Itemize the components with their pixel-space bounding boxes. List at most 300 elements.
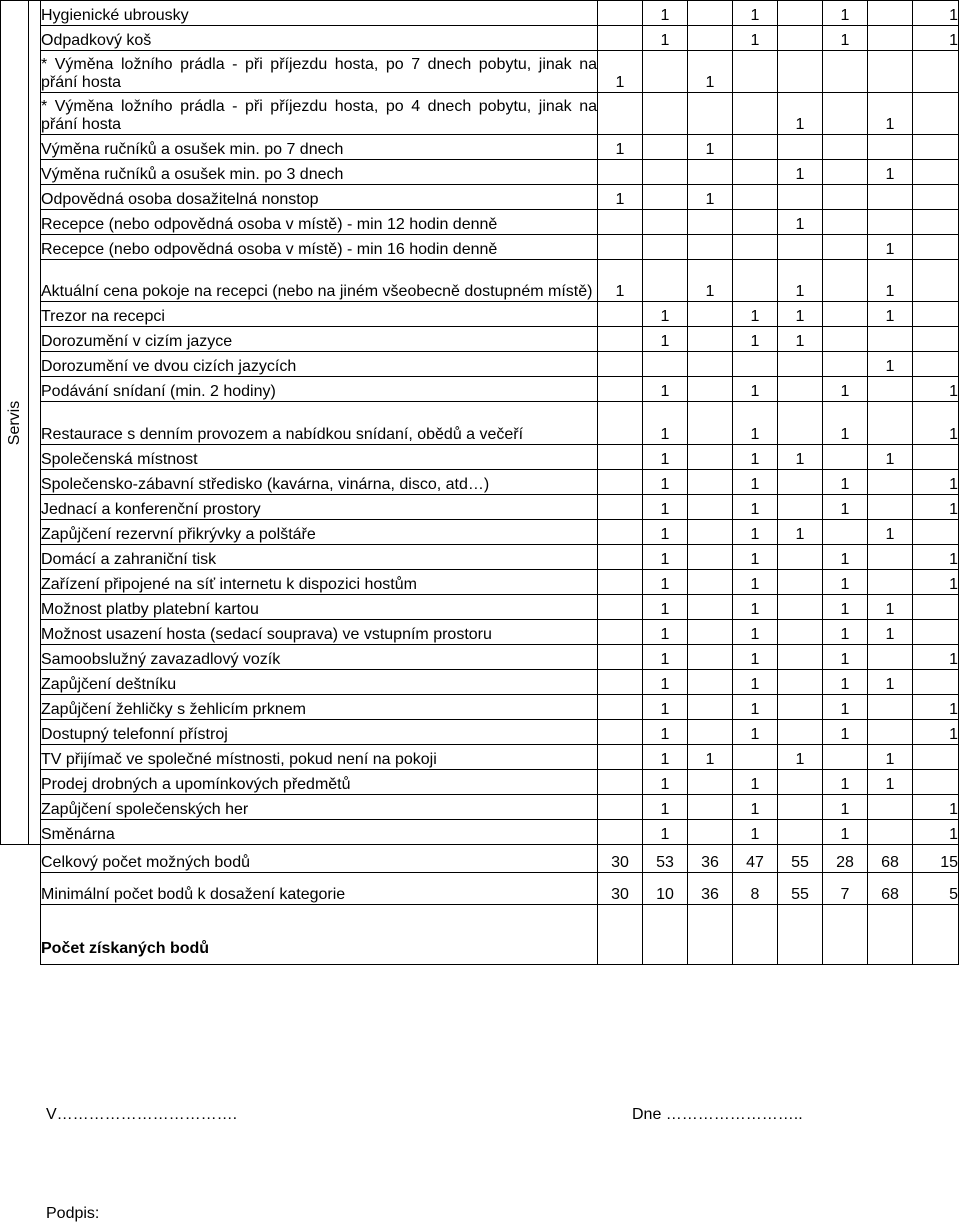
- table-row: [1, 745, 959, 770]
- score-cell: [688, 402, 733, 445]
- table-row: [1, 445, 959, 470]
- score-cell: 1: [643, 695, 688, 720]
- score-cell: 1: [913, 645, 959, 670]
- score-cell: [778, 377, 823, 402]
- table-row: [1, 235, 959, 260]
- score-cell: 1: [733, 402, 778, 445]
- criterion-label: Možnost platby platební kartou: [41, 595, 598, 620]
- section-label-cell: [1, 1, 29, 845]
- table-row: [1, 260, 959, 302]
- blank-cell: [1, 845, 41, 873]
- score-cell: 1: [643, 1, 688, 26]
- score-cell: [778, 495, 823, 520]
- score-cell: 1: [868, 445, 913, 470]
- criterion-label: Podávání snídaní (min. 2 hodiny): [41, 377, 598, 402]
- score-cell: [778, 26, 823, 51]
- score-cell: [598, 795, 643, 820]
- score-cell: [823, 352, 868, 377]
- score-label: Počet získaných bodů: [41, 905, 598, 965]
- criterion-label: Společensko-zábavní středisko (kavárna, vinárna, disco, atd…): [41, 470, 598, 495]
- score-cell: 1: [868, 520, 913, 545]
- score-entry-cell[interactable]: [778, 905, 823, 965]
- score-cell: 1: [823, 795, 868, 820]
- score-cell: [688, 235, 733, 260]
- score-cell: [778, 820, 823, 845]
- score-cell: [598, 770, 643, 795]
- table-row: [1, 545, 959, 570]
- score-cell: [598, 327, 643, 352]
- score-cell: [598, 545, 643, 570]
- score-cell: 1: [733, 645, 778, 670]
- table-row: [1, 670, 959, 695]
- score-cell: 1: [868, 160, 913, 185]
- score-cell: 1: [823, 645, 868, 670]
- criterion-label: * Výměna ložního prádla - při příjezdu hosta, po 4 dnech pobytu, jinak na přání hosta: [41, 93, 598, 135]
- score-cell: 1: [733, 1, 778, 26]
- score-cell: 1: [823, 670, 868, 695]
- table-row: [1, 620, 959, 645]
- score-cell: [823, 302, 868, 327]
- score-cell: 1: [778, 160, 823, 185]
- score-cell: 8: [733, 873, 778, 905]
- score-cell: [868, 645, 913, 670]
- score-cell: [868, 377, 913, 402]
- score-cell: [688, 445, 733, 470]
- score-cell: 53: [643, 845, 688, 873]
- score-cell: [688, 645, 733, 670]
- score-cell: 1: [823, 595, 868, 620]
- score-cell: 1: [823, 470, 868, 495]
- criterion-label: Směnárna: [41, 820, 598, 845]
- score-cell: [688, 595, 733, 620]
- score-cell: [688, 327, 733, 352]
- table-row: [1, 377, 959, 402]
- score-cell: [643, 51, 688, 93]
- score-cell: 1: [733, 795, 778, 820]
- score-cell: [688, 93, 733, 135]
- score-cell: [913, 260, 959, 302]
- criterion-label: Samoobslužný zavazadlový vozík: [41, 645, 598, 670]
- score-cell: [688, 470, 733, 495]
- score-cell: [643, 235, 688, 260]
- score-cell: 1: [643, 670, 688, 695]
- score-cell: 1: [823, 495, 868, 520]
- score-cell: [778, 545, 823, 570]
- score-cell: 1: [643, 720, 688, 745]
- score-cell: 55: [778, 845, 823, 873]
- score-cell: [598, 210, 643, 235]
- table-row: [1, 26, 959, 51]
- score-cell: 1: [643, 795, 688, 820]
- score-cell: [598, 402, 643, 445]
- criterion-label: Dostupný telefonní přístroj: [41, 720, 598, 745]
- criterion-label: Zapůjčení společenských her: [41, 795, 598, 820]
- score-cell: 1: [913, 470, 959, 495]
- table-row: [1, 402, 959, 445]
- score-cell: [598, 520, 643, 545]
- score-cell: [598, 377, 643, 402]
- score-cell: 30: [598, 873, 643, 905]
- score-cell: [598, 670, 643, 695]
- score-cell: 1: [733, 570, 778, 595]
- score-cell: [643, 135, 688, 160]
- table-row: [1, 1, 959, 26]
- score-cell: [598, 235, 643, 260]
- score-cell: 10: [643, 873, 688, 905]
- score-cell: 1: [913, 377, 959, 402]
- score-entry-cell[interactable]: [868, 905, 913, 965]
- score-cell: [913, 302, 959, 327]
- score-cell: 1: [823, 545, 868, 570]
- table-row: [1, 93, 959, 135]
- score-cell: 1: [643, 520, 688, 545]
- score-cell: [643, 160, 688, 185]
- score-cell: [778, 51, 823, 93]
- score-cell: [598, 445, 643, 470]
- score-cell: 1: [913, 695, 959, 720]
- score-cell: [868, 51, 913, 93]
- score-cell: 1: [733, 820, 778, 845]
- spacer-cell: [29, 1, 41, 845]
- score-cell: 1: [733, 670, 778, 695]
- totals-label: Minimální počet bodů k dosažení kategorie: [41, 873, 598, 905]
- score-cell: 47: [733, 845, 778, 873]
- signature-field: Podpis:: [46, 1205, 100, 1222]
- criterion-label: Zapůjčení žehličky s žehlicím prknem: [41, 695, 598, 720]
- place-field: V…………………………….: [46, 1106, 238, 1123]
- score-cell: [688, 520, 733, 545]
- criterion-label: * Výměna ložního prádla - při příjezdu hosta, po 7 dnech pobytu, jinak na přání hosta: [41, 51, 598, 93]
- score-cell: [778, 770, 823, 795]
- score-entry-cell[interactable]: [643, 905, 688, 965]
- score-cell: [598, 495, 643, 520]
- totals-row: [1, 845, 959, 873]
- score-cell: 1: [868, 620, 913, 645]
- score-cell: 1: [643, 470, 688, 495]
- score-cell: 1: [868, 745, 913, 770]
- score-cell: 1: [823, 770, 868, 795]
- score-cell: [598, 352, 643, 377]
- table-row: [1, 185, 959, 210]
- score-cell: [778, 470, 823, 495]
- score-cell: [823, 210, 868, 235]
- score-cell: [778, 670, 823, 695]
- blank-cell: [1, 905, 41, 965]
- score-cell: 1: [913, 26, 959, 51]
- score-cell: 1: [913, 570, 959, 595]
- criterion-label: Zapůjčení deštníku: [41, 670, 598, 695]
- table-row: [1, 570, 959, 595]
- score-cell: 1: [643, 570, 688, 595]
- criterion-label: Dorozumění ve dvou cizích jazycích: [41, 352, 598, 377]
- score-cell: [643, 352, 688, 377]
- table-row: [1, 135, 959, 160]
- totals-row: [1, 873, 959, 905]
- score-cell: [688, 545, 733, 570]
- criterion-label: Prodej drobných a upomínkových předmětů: [41, 770, 598, 795]
- score-cell: 1: [823, 26, 868, 51]
- criterion-label: TV přijímač ve společné místnosti, pokud není na pokoji: [41, 745, 598, 770]
- score-cell: [913, 135, 959, 160]
- score-cell: [688, 160, 733, 185]
- score-cell: [778, 570, 823, 595]
- score-cell: 1: [688, 135, 733, 160]
- score-cell: 1: [823, 620, 868, 645]
- score-cell: 36: [688, 845, 733, 873]
- score-cell: 15: [913, 845, 959, 873]
- score-cell: [598, 745, 643, 770]
- score-cell: [868, 570, 913, 595]
- score-cell: [688, 210, 733, 235]
- score-cell: 1: [778, 210, 823, 235]
- score-cell: [598, 26, 643, 51]
- score-cell: 1: [733, 770, 778, 795]
- criterion-label: Výměna ručníků a osušek min. po 3 dnech: [41, 160, 598, 185]
- score-cell: 1: [733, 520, 778, 545]
- table-row: [1, 210, 959, 235]
- score-entry-cell[interactable]: [688, 905, 733, 965]
- score-cell: [823, 445, 868, 470]
- table-row: [1, 51, 959, 93]
- table-row: [1, 327, 959, 352]
- score-cell: [913, 670, 959, 695]
- score-cell: [823, 327, 868, 352]
- score-cell: [598, 720, 643, 745]
- score-cell: [778, 185, 823, 210]
- score-cell: 1: [643, 495, 688, 520]
- score-cell: [733, 51, 778, 93]
- score-cell: 1: [913, 820, 959, 845]
- score-cell: [688, 620, 733, 645]
- score-cell: [913, 210, 959, 235]
- score-cell: 55: [778, 873, 823, 905]
- score-entry-cell[interactable]: [733, 905, 778, 965]
- criterion-label: Trezor na recepci: [41, 302, 598, 327]
- score-cell: 68: [868, 845, 913, 873]
- score-cell: 1: [823, 570, 868, 595]
- score-cell: 1: [643, 26, 688, 51]
- score-cell: [868, 402, 913, 445]
- score-cell: [778, 695, 823, 720]
- score-cell: 1: [823, 695, 868, 720]
- score-cell: 7: [823, 873, 868, 905]
- score-cell: [598, 302, 643, 327]
- score-cell: [688, 377, 733, 402]
- totals-label: Celkový počet možných bodů: [41, 845, 598, 873]
- score-cell: [778, 1, 823, 26]
- score-cell: [598, 620, 643, 645]
- score-cell: 1: [868, 595, 913, 620]
- score-cell: [823, 93, 868, 135]
- score-cell: 1: [643, 770, 688, 795]
- score-cell: [598, 595, 643, 620]
- score-cell: 1: [868, 93, 913, 135]
- table-row: [1, 352, 959, 377]
- table-row: [1, 595, 959, 620]
- score-cell: [688, 26, 733, 51]
- score-cell: 1: [733, 377, 778, 402]
- score-row: [1, 905, 959, 965]
- score-cell: [688, 302, 733, 327]
- score-cell: 1: [688, 745, 733, 770]
- table-row: [1, 495, 959, 520]
- score-cell: [868, 26, 913, 51]
- score-cell: 1: [643, 327, 688, 352]
- score-cell: 1: [778, 260, 823, 302]
- score-cell: 1: [733, 495, 778, 520]
- score-cell: [913, 620, 959, 645]
- score-cell: 1: [733, 302, 778, 327]
- score-cell: 1: [688, 51, 733, 93]
- score-cell: [868, 185, 913, 210]
- score-cell: [688, 795, 733, 820]
- score-cell: 1: [868, 352, 913, 377]
- score-entry-cell[interactable]: [598, 905, 643, 965]
- score-cell: [598, 820, 643, 845]
- score-cell: 1: [643, 545, 688, 570]
- table-row: [1, 820, 959, 845]
- score-cell: [598, 93, 643, 135]
- score-cell: 1: [778, 93, 823, 135]
- score-cell: 1: [913, 720, 959, 745]
- score-cell: [733, 210, 778, 235]
- score-cell: 1: [823, 377, 868, 402]
- score-cell: [598, 570, 643, 595]
- table-row: [1, 695, 959, 720]
- score-cell: 1: [733, 26, 778, 51]
- score-cell: 1: [733, 470, 778, 495]
- score-cell: [868, 210, 913, 235]
- score-entry-cell[interactable]: [913, 905, 959, 965]
- score-cell: [823, 235, 868, 260]
- score-cell: 1: [643, 445, 688, 470]
- criterion-label: Možnost usazení hosta (sedací souprava) ve vstupním prostoru: [41, 620, 598, 645]
- score-cell: [733, 160, 778, 185]
- score-cell: 1: [778, 445, 823, 470]
- score-cell: [688, 720, 733, 745]
- score-cell: [598, 1, 643, 26]
- score-cell: 1: [643, 402, 688, 445]
- score-cell: [733, 352, 778, 377]
- score-cell: [913, 235, 959, 260]
- score-cell: [598, 470, 643, 495]
- criterion-label: Domácí a zahraniční tisk: [41, 545, 598, 570]
- criterion-label: Odpovědná osoba dosažitelná nonstop: [41, 185, 598, 210]
- score-cell: 1: [733, 545, 778, 570]
- score-cell: [823, 51, 868, 93]
- score-cell: 1: [913, 495, 959, 520]
- score-cell: 1: [643, 595, 688, 620]
- score-cell: [643, 185, 688, 210]
- score-cell: [868, 327, 913, 352]
- score-cell: [643, 260, 688, 302]
- score-cell: 1: [688, 185, 733, 210]
- score-cell: 1: [598, 135, 643, 160]
- score-cell: [688, 820, 733, 845]
- table-row: [1, 470, 959, 495]
- score-cell: [868, 135, 913, 160]
- score-cell: [778, 402, 823, 445]
- score-cell: 1: [778, 327, 823, 352]
- score-cell: [913, 770, 959, 795]
- criterion-label: Zařízení připojené na síť internetu k dispozici hostům: [41, 570, 598, 595]
- score-cell: [688, 695, 733, 720]
- score-cell: [868, 695, 913, 720]
- score-cell: [778, 795, 823, 820]
- score-entry-cell[interactable]: [823, 905, 868, 965]
- criterion-label: Výměna ručníků a osušek min. po 7 dnech: [41, 135, 598, 160]
- score-cell: [868, 1, 913, 26]
- table-row: [1, 302, 959, 327]
- score-cell: [823, 135, 868, 160]
- score-cell: 36: [688, 873, 733, 905]
- score-cell: 1: [643, 302, 688, 327]
- score-cell: [823, 745, 868, 770]
- score-cell: [643, 93, 688, 135]
- score-cell: [733, 745, 778, 770]
- score-cell: [733, 135, 778, 160]
- score-cell: [823, 520, 868, 545]
- score-cell: [913, 185, 959, 210]
- score-cell: 1: [778, 302, 823, 327]
- score-cell: [868, 720, 913, 745]
- score-cell: [733, 260, 778, 302]
- score-cell: [913, 520, 959, 545]
- section-label: Servis: [5, 400, 23, 445]
- score-cell: [868, 795, 913, 820]
- criterion-label: Společenská místnost: [41, 445, 598, 470]
- score-cell: 1: [733, 695, 778, 720]
- score-cell: 1: [598, 51, 643, 93]
- score-cell: [733, 235, 778, 260]
- score-cell: [913, 445, 959, 470]
- score-cell: [688, 495, 733, 520]
- score-cell: [913, 352, 959, 377]
- score-cell: [598, 645, 643, 670]
- score-cell: 1: [823, 820, 868, 845]
- score-cell: 1: [733, 595, 778, 620]
- score-cell: 1: [733, 327, 778, 352]
- blank-cell: [1, 873, 41, 905]
- score-cell: [778, 352, 823, 377]
- score-cell: [913, 93, 959, 135]
- table-row: [1, 720, 959, 745]
- score-cell: [733, 93, 778, 135]
- score-cell: [913, 745, 959, 770]
- score-cell: 68: [868, 873, 913, 905]
- criterion-label: Odpadkový koš: [41, 26, 598, 51]
- table-row: [1, 770, 959, 795]
- score-cell: [868, 545, 913, 570]
- criterion-label: Dorozumění v cizím jazyce: [41, 327, 598, 352]
- score-cell: [913, 160, 959, 185]
- table-row: [1, 520, 959, 545]
- score-cell: 30: [598, 845, 643, 873]
- score-cell: 1: [598, 185, 643, 210]
- score-cell: [688, 770, 733, 795]
- score-cell: 1: [643, 377, 688, 402]
- score-cell: [913, 595, 959, 620]
- score-cell: 1: [868, 302, 913, 327]
- score-cell: [598, 695, 643, 720]
- score-cell: 1: [643, 820, 688, 845]
- score-cell: [778, 645, 823, 670]
- score-cell: 1: [643, 620, 688, 645]
- score-cell: 1: [823, 1, 868, 26]
- score-cell: 1: [733, 620, 778, 645]
- table-row: [1, 645, 959, 670]
- score-cell: 1: [868, 670, 913, 695]
